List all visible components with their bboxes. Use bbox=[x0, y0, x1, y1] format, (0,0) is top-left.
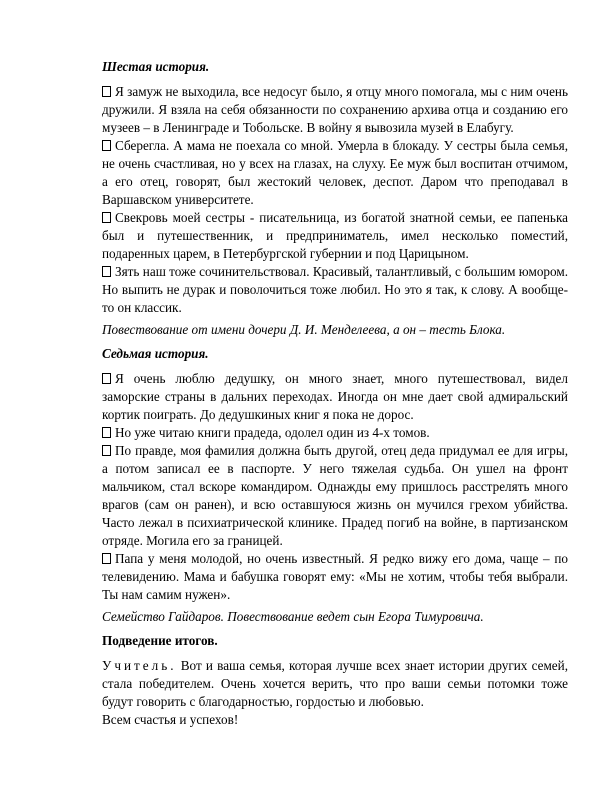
story6-heading: Шестая история. bbox=[102, 59, 210, 74]
story7-paragraph-3: По правде, моя фамилия должна быть другой, отец деда придумал ее для игры, а потом записал ее в паспорте. У него тяжелая судьба. Он ушел на фронт мальчиком, стал вскоре командиром. Однажды ему пришлось расстрелять много врагов (сам он ранен), и всю оставшуюся жизнь он мучился грехом убийства. Часто лежал в психиатрической клинике. Прадед погиб на войне, в партизанском отряде. Могила его за границей. bbox=[102, 443, 568, 548]
story7-heading: Седьмая история. bbox=[102, 346, 209, 361]
story7-note: Семейство Гайдаров. Повествование ведет сын Егора Тимуровича. bbox=[102, 609, 484, 624]
bullet-box-icon bbox=[102, 212, 111, 223]
story6-paragraph-3: Свекровь моей сестры - писательница, из богатой знатной семьи, ее папенька был и путешественник, и предприниматель, имел несколько поместий, подаренных царем, в Петербургской губернии и под Царицыном. bbox=[102, 210, 568, 261]
bullet-box-icon bbox=[102, 140, 111, 151]
story7-paragraph-2: Но уже читаю книги прадеда, одолел один из 4-х томов. bbox=[102, 424, 568, 442]
summary-heading: Подведение итогов. bbox=[102, 633, 218, 648]
story6-paragraph-1: Я замуж не выходила, все недосуг было, я отцу много помогала, мы с ним очень дружили. Я взяла на себя обязанности по сохранению архива отца и созданию его музеев – в Ленинграде и Тобольске. В войну я вывозила музей в Елабугу. bbox=[102, 84, 568, 135]
document-page bbox=[102, 58, 568, 729]
bullet-box-icon bbox=[102, 266, 111, 277]
bullet-box-icon bbox=[102, 373, 111, 384]
story7-paragraph-1: Я очень люблю дедушку, он много знает, много путешествовал, видел заморские страны в дальних переходах. Иногда он мне дает свой адмиральский кортик поиграть. До дедушкиных книг я пока не дорос. bbox=[102, 371, 568, 422]
bullet-box-icon bbox=[102, 427, 111, 438]
bullet-box-icon bbox=[102, 445, 111, 456]
story6-note: Повествование от имени дочери Д. И. Менделеева, а он – тесть Блока. bbox=[102, 322, 506, 337]
summary-paragraph-2: Всем счастья и успехов! bbox=[102, 712, 239, 727]
teacher-label: Учитель. bbox=[102, 658, 177, 673]
story6-paragraph-2: Сберегла. А мама не поехала со мной. Умерла в блокаду. У сестры была семья, не очень счастливая, но у всех на глазах, на слуху. Ее муж был воспитан отчимом, а его отец, говорят, был жестокий человек, деспот. Даром что преподавал в Варшавском университете. bbox=[102, 138, 568, 207]
summary-paragraph-1: Учитель. Вот и ваша семья, которая лучше всех знает истории других семей, стала победителем. Очень хочется верить, что про ваши семьи потомки тоже будут говорить с благодарностью, гордостью и любовью. bbox=[102, 658, 568, 709]
bullet-box-icon bbox=[102, 553, 111, 564]
story7-paragraph-4: Папа у меня молодой, но очень известный. Я редко вижу его дома, чаще – по телевидению. Мама и бабушка говорят ему: «Мы не хотим, чтобы тебя выбрали. Ты нам самим нужен». bbox=[102, 551, 568, 602]
bullet-box-icon bbox=[102, 86, 111, 97]
story6-paragraph-4: Зять наш тоже сочинительствовал. Красивый, талантливый, с большим юмором. Но выпить не дурак и поволочиться тоже любил. Но это я так, к слову. А вообще-то он классик. bbox=[102, 264, 568, 315]
